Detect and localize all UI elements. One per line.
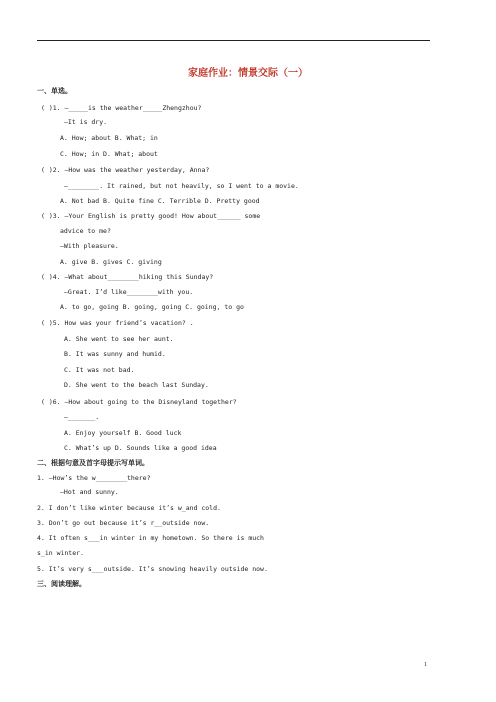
section-heading-word-spelling: 二、根据句意及首字母提示写单词。 <box>37 459 149 467</box>
question-4-options: A. to go, going B. going, going C. going, to go <box>60 303 244 311</box>
question-6-options-cd: C. What’s up D. Sounds like a good idea <box>64 444 217 452</box>
spelling-item-4-continued: s_in winter. <box>37 549 84 557</box>
question-6-dialogue: —_______. <box>64 413 100 421</box>
question-2-options: A. Not bad B. Quite fine C. Terrible D. Pretty good <box>60 197 260 205</box>
question-2-dialogue: —________. It rained, but not heavily, so I went to a movie. <box>64 182 299 190</box>
spelling-item-3: 3. Don’t go out because it’s r__outside now. <box>37 519 210 527</box>
question-1-dialogue: —It is dry. <box>64 118 108 126</box>
question-4-dialogue: —Great. I’d like________with you. <box>64 288 194 296</box>
question-1: ( )1. —_____is the weather_____Zhengzhou? <box>41 104 202 112</box>
question-6-options-ab: A. Enjoy yourself B. Good luck <box>64 429 182 437</box>
question-5-option-b: B. It was sunny and humid. <box>64 350 166 358</box>
spelling-item-5: 5. It’s very s___outside. It’s snowing heavily outside now. <box>37 565 268 573</box>
question-3-continued: advice to me? <box>60 227 111 235</box>
page-title: 家庭作业：情景交际（一） <box>188 68 308 79</box>
question-3-options: A. give B. gives C. giving <box>60 258 162 266</box>
spelling-item-1-answer: —Hot and sunny. <box>60 488 119 496</box>
question-5: ( )5. How was your friend’s vacation? . <box>41 319 194 327</box>
spelling-item-1: 1. —How’s the w________there? <box>37 474 151 482</box>
question-5-option-d: D. She went to the beach last Sunday. <box>64 381 209 389</box>
page-number: 1 <box>424 662 427 668</box>
question-3: ( )3. —Your English is pretty good! How about______ some <box>41 212 261 220</box>
header-rule <box>37 40 430 41</box>
question-5-option-a: A. She went to see her aunt. <box>64 335 174 343</box>
spelling-item-4: 4. It often s___in winter in my hometown. So there is much <box>37 534 264 542</box>
question-2: ( )2. —How was the weather yesterday, Anna? <box>41 166 210 174</box>
question-5-option-c: C. It was not bad. <box>64 366 135 374</box>
question-1-options-cd: C. How; in D. What; about <box>60 150 158 158</box>
section-heading-single-choice: 一、单选。 <box>37 87 72 95</box>
spelling-item-2: 2. I don’t like winter because it’s w_and cold. <box>37 504 221 512</box>
question-4: ( )4. —What about________hiking this Sunday? <box>41 273 214 281</box>
question-6: ( )6. —How about going to the Disneyland together? <box>41 398 237 406</box>
section-heading-reading: 三、阅读理解。 <box>37 580 86 588</box>
question-3-dialogue: —With pleasure. <box>60 242 119 250</box>
question-1-options-ab: A. How; about B. What; in <box>60 134 158 142</box>
